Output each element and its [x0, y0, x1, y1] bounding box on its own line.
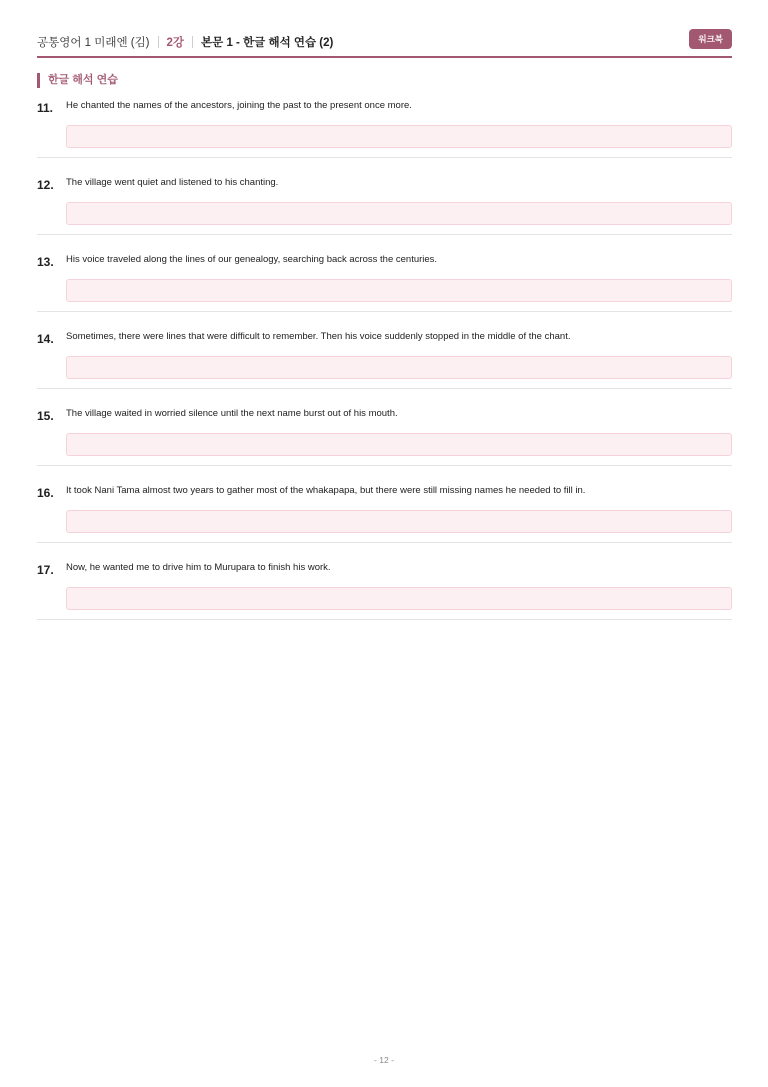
question-item: [37, 480, 732, 543]
question-text: The village went quiet and listened to his chanting.: [66, 177, 279, 188]
page-title: 본문 1 - 한글 해석 연습 (2): [201, 37, 334, 49]
page-number: - 12 -: [374, 1055, 394, 1065]
question-text: His voice traveled along the lines of our genealogy, searching back across the centuries.: [66, 254, 438, 265]
question-number: 16.: [37, 486, 54, 500]
question-text: The village waited in worried silence until the next name burst out of his mouth.: [66, 408, 398, 419]
question-number: 14.: [37, 332, 54, 346]
question-number: 13.: [37, 255, 54, 269]
page-header: [37, 28, 732, 58]
header-divider: [192, 36, 193, 48]
question-number: 17.: [37, 563, 54, 577]
question-item: [37, 557, 732, 620]
question-text: Now, he wanted me to drive him to Murupara to finish his work.: [66, 562, 331, 573]
question-number: 15.: [37, 409, 54, 423]
book-title: 공통영어 1 미래엔 (김): [37, 37, 150, 49]
question-text: Sometimes, there were lines that were difficult to remember. Then his voice suddenly stopped in the middle of the chant.: [66, 331, 571, 342]
answer-field[interactable]: [66, 125, 732, 148]
question-text: He chanted the names of the ancestors, joining the past to the present once more.: [66, 100, 412, 111]
question-item: [37, 326, 732, 389]
question-item: [37, 403, 732, 466]
answer-field[interactable]: [66, 202, 732, 225]
question-list: [37, 95, 732, 620]
answer-field[interactable]: [66, 510, 732, 533]
question-item: [37, 95, 732, 158]
answer-field[interactable]: [66, 356, 732, 379]
header-divider: [158, 36, 159, 48]
answer-field[interactable]: [66, 433, 732, 456]
question-item: [37, 172, 732, 235]
question-number: 12.: [37, 178, 54, 192]
question-number: 11.: [37, 101, 54, 115]
answer-field[interactable]: [66, 587, 732, 610]
workbook-badge: 워크북: [689, 29, 732, 49]
question-item: [37, 249, 732, 312]
answer-field[interactable]: [66, 279, 732, 302]
lesson-label: 2강: [166, 37, 185, 49]
question-text: It took Nani Tama almost two years to gather most of the whakapapa, but there were still missing names he needed to fill in.: [66, 485, 586, 496]
section-title: 한글 해석 연습: [37, 73, 118, 88]
